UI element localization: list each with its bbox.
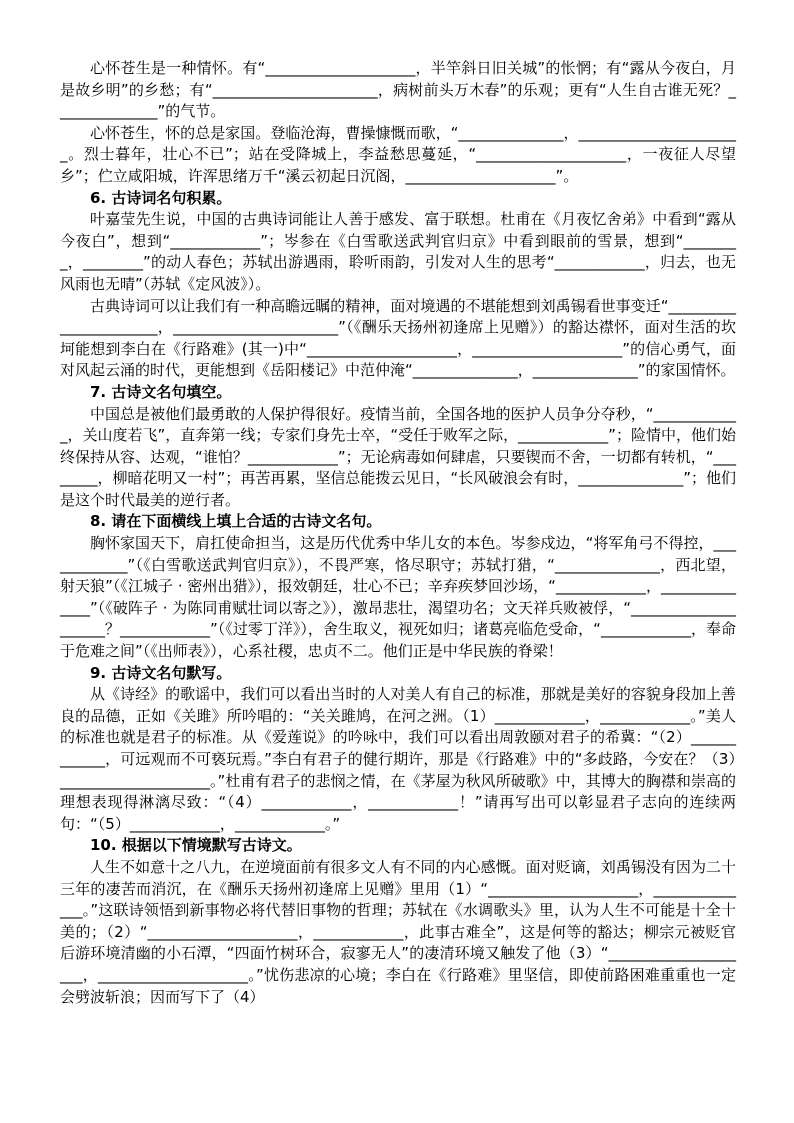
passage-paragraph: 胸怀家国天下，肩扛使命担当，这是历代优秀中华儿女的本色。岑参戍边，“将军角弓不得控，____________”（《白雪歌送武判官归京》），不畏严寒，恪尽职守；苏轼打猎，“______________，西北望，射天狼”（《江城子 · 密州出猎》），报效朝廷，壮心不已；辛弃疾梦回沙场，“____________，______________”（《破阵子 · 为陈同甫赋壮词以寄之》），激昂悲壮，渴望功名；文天祥兵败被俘，“____________________？____________”（《过零丁洋》），舍生取义，视死如归；诸葛亮临危受命，“____________，奉命于危难之间”（《出师表》），心系社稷，忠贞不二。他们正是中华民族的脊梁！: [60, 534, 736, 661]
question-heading-7: 7. 古诗文名句填空。: [90, 382, 232, 401]
passage-paragraph: 心怀苍生，怀的总是家国。登临沧海，曹操慷慨而歌，“______________，______________________。烈士暮年，壮心不已”；站在受降城上，李益愁思蔓延，“____________________，一夜征人尽望乡”；伫立咸阳城，许浑思绪万千“溪云初起日沉阁，____________________”。: [60, 123, 736, 185]
question-heading-9: 9. 古诗文名句默写。: [90, 663, 232, 682]
question-heading-10: 10. 根据以下情境默写古诗文。: [90, 836, 302, 855]
passage-paragraph: 古典诗词可以让我们有一种高瞻远瞩的精神，面对境遇的不堪能想到刘禹锡看世事变迁“______________________，______________________”（《酬乐天扬州初逢席上见赠》）的豁达襟怀，面对生活的坎坷能想到李白在《行路难》(其一)中“____________________，____________________”的信心勇气，面对风起云涌的时代，更能想到《岳阳楼记》中范仲淹“______________，______________”的家国情怀。: [60, 296, 736, 380]
question-heading-8: 8. 请在下面横线上填上合适的古诗文名句。: [90, 512, 382, 531]
passage-paragraph: 中国总是被他们最勇敢的人保护得很好。疫情当前，全国各地的医护人员争分夺秒，“____________，关山度若飞”，直奔第一线；专家们身先士卒，“受任于败军之际，____________”；险情中，他们始终保持从容、达观，“谁怕？____________”；无论病毒如何肆虐，只要锲而不舍，一切都有转机，“________，柳暗花明又一村”；再苦再累，坚信总能拨云见日，“长风破浪会有时，______________”；他们是这个时代最美的逆行者。: [60, 404, 736, 509]
passage-paragraph: 心怀苍生是一种情怀。有“____________________，半竿斜日旧关城”的怅惘；有“露从今夜白，月是故乡明”的乡愁；有“______________________，病树前头万木春”的乐观；更有“人生自古谁无死？______________”的气节。: [60, 59, 736, 121]
question-heading-6: 6. 古诗词名句积累。: [90, 188, 232, 207]
passage-paragraph: 人生不如意十之八九，在逆境面前有很多文人有不同的内心感慨。面对贬谪，刘禹锡没有因为二十三年的凄苦而消沉，在《酬乐天扬州初逢席上见赠》里用（1）“____________________，______________。”这联诗领悟到新事物必将代替旧事物的哲理；苏轼在《水调歌头》里，认为人生不可能是十全十美的；（2）“____________________，____________，此事古难全”，这是何等的豁达；柳宗元被贬官后游环境清幽的小石潭，“四面竹树环合，寂寥无人”的凄清环境又触发了他（3）“____________________，____________________。”忧伤悲凉的心境；李白在《行路难》里坚信，即使前路困难重重也一定会劈波斩浪；因而写下了（4）: [60, 857, 736, 1006]
worksheet-page: [60, 58, 736, 1008]
passage-paragraph: 叶嘉莹先生说，中国的古典诗词能让人善于感发、富于联想。杜甫在《月夜忆舍弟》中看到“露从今夜白”，想到“____________”；岑参在《白雪歌送武判官归京》中看到眼前的雪景，想到“________，________”的动人春色；苏轼出游遇雨，聆听雨韵，引发对人生的思考“____________，归去，也无风雨也无晴”（苏轼《定风波》）。: [60, 210, 736, 293]
passage-paragraph: 从《诗经》的歌谣中，我们可以看出当时的人对美人有自己的标准，那就是美好的容貌身段加上善良的品德，正如《关雎》所吟唱的：“关关雎鸠，在河之洲。（1）____________，____________。”美人的标准也就是君子的标准。从《爱莲说》的吟咏中，我们可以看出周敦颐对君子的希冀：“（2）____________，可远观而不可亵玩焉。”李白有君子的健行期许，那是《行路难》中的“多歧路，今安在？（3）____________________。”杜甫有君子的悲悯之情，在《茅屋为秋风所破歌》中，其博大的胸襟和崇高的理想表现得淋漓尽致：“（4）____________，____________！”请再写出可以彰显君子志向的连续两句：“（5）____________，____________。”: [60, 685, 736, 833]
